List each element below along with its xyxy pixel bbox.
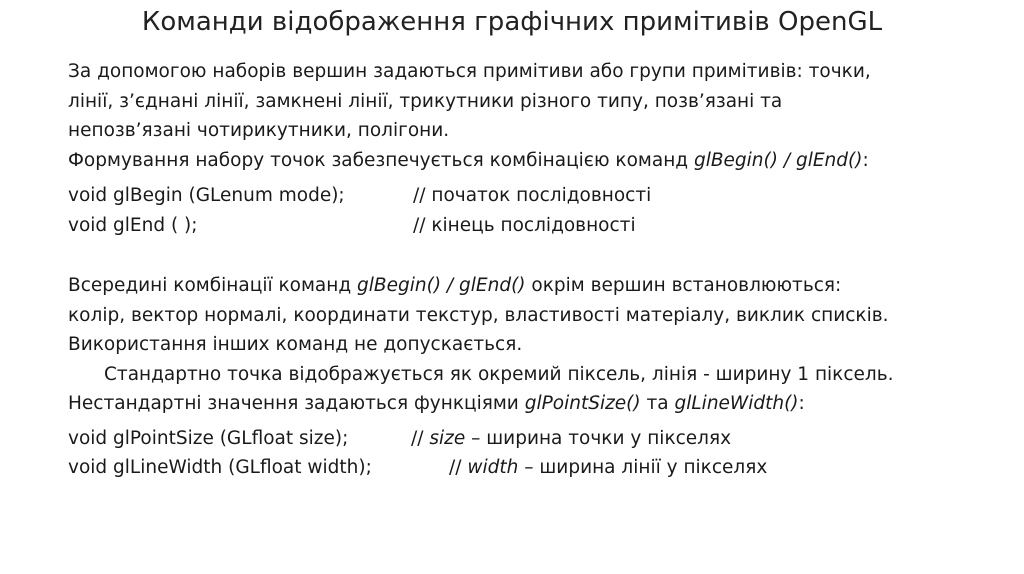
size-param: size (429, 427, 466, 449)
intro-line-1: За допомогою наборів вершин задаються примітиви або групи примітивів: точки, (68, 61, 871, 82)
code-gllinewidth-line (68, 453, 1008, 483)
glend-declaration: void glEnd ( ); (68, 214, 198, 236)
glbegin-glend-ref: glBegin() / glEnd() (693, 149, 863, 171)
slide-title: Команди відображення графічних примітивів OpenGL (141, 7, 883, 37)
nonstandard-and: та (640, 393, 675, 414)
inside-line-2: колір, вектор нормалі, координати текстур, властивості матеріалу, виклик списків. (68, 304, 889, 326)
glpointsize-ref: glPointSize() (524, 393, 641, 414)
formation-text: Формування набору точок забезпечується комбінацією команд (68, 149, 694, 171)
inside-text: Всередині комбінації команд (68, 275, 358, 296)
code-glend-line (68, 211, 1008, 241)
inside-rest: окрім вершин встановлюються: (525, 275, 842, 296)
inside-line-3: Використання інших команд не допускається. (68, 334, 523, 355)
glpointsize-comment-prefix: // (411, 427, 430, 449)
width-param: width (467, 457, 519, 478)
standard-line: Стандартно точка відображується як окремий піксель, лінія - ширину 1 піксель. (104, 363, 894, 385)
slide-body (68, 57, 1008, 483)
gllinewidth-comment-prefix: // (449, 457, 468, 478)
intro-line-3: непозв’язані чотирикутники, полігони. (68, 120, 450, 141)
gllinewidth-declaration: void glLineWidth (GLfloat width); (68, 457, 372, 478)
glbegin-glend-ref-2: glBegin() / glEnd() (357, 275, 526, 296)
glend-comment: // кінець послідовності (413, 214, 636, 236)
code-glbegin-line (68, 181, 1008, 211)
spacer (68, 240, 1008, 271)
glpointsize-comment-rest: – ширина точки у пікселях (465, 427, 732, 449)
glbegin-declaration: void glBegin (GLenum mode); (68, 185, 345, 206)
nonstandard-line (68, 389, 1008, 419)
intro-line-2: лінії, з’єднані лінії, замкнені лінії, трикутники різного типу, позв’язані та (68, 90, 783, 112)
inside-line-1 (68, 271, 1008, 301)
code-glpointsize-line (68, 424, 1008, 454)
gllinewidth-comment-rest: – ширина лінії у пікселях (518, 457, 768, 478)
glpointsize-declaration: void glPointSize (GLfloat size); (68, 427, 349, 449)
formation-line (68, 146, 1008, 176)
glbegin-comment: // початок послідовності (413, 185, 652, 206)
nonstandard-colon: : (798, 393, 805, 414)
formation-colon: : (862, 149, 869, 171)
nonstandard-text: Нестандартні значення задаються функціями (68, 393, 525, 414)
gllinewidth-ref: glLineWidth() (674, 393, 799, 414)
